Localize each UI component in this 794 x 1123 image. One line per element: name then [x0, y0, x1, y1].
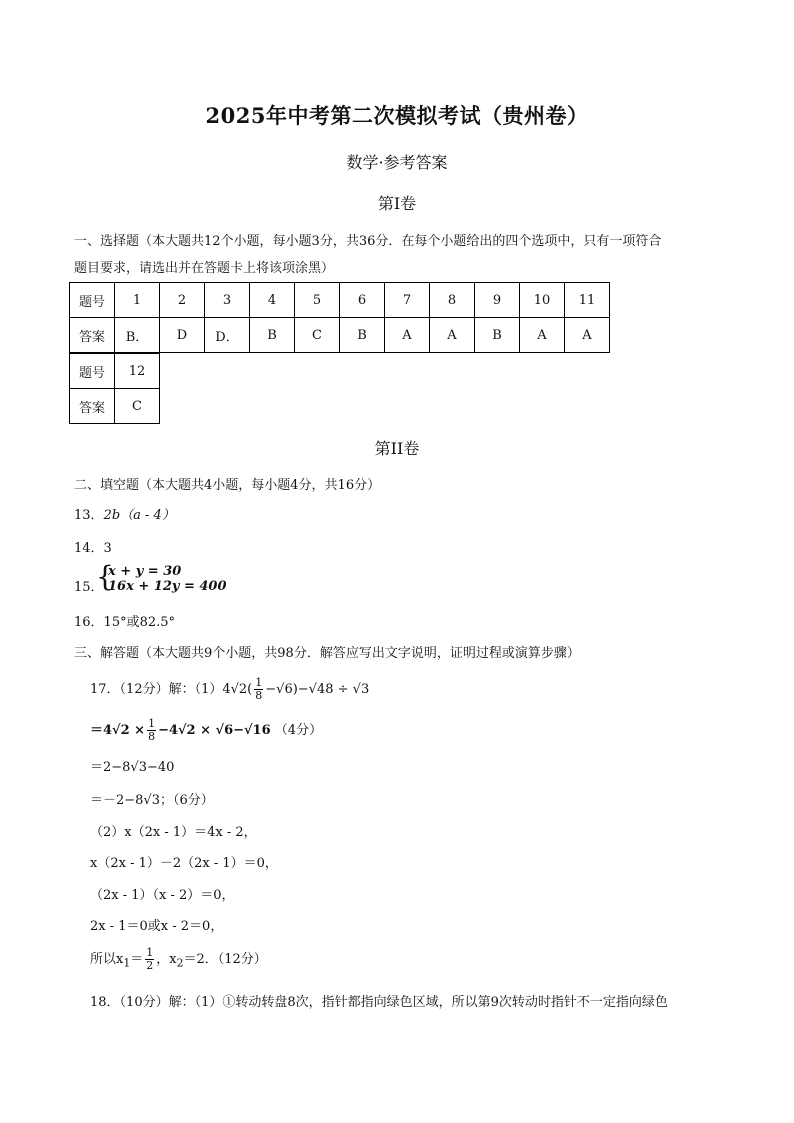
table-cell: 6	[340, 283, 385, 318]
q15-number: 15．	[74, 580, 104, 595]
q17-line4: ＝－2−8√3；（6分）	[90, 793, 214, 808]
table-cell: D	[160, 318, 205, 353]
equals-sign: ＝	[130, 952, 144, 967]
q17-part2-line5	[90, 947, 267, 972]
q17-part2-line2: x（2x - 1）－2（2x - 1）＝0，	[90, 856, 278, 871]
table-cell: 11	[565, 283, 610, 318]
table-cell: B．	[115, 318, 160, 353]
q17-expr2-a: ＝4√2 ×	[90, 723, 146, 738]
table-cell: 12	[115, 354, 160, 389]
table-label-question: 题号	[70, 283, 115, 318]
section-2-heading: 二、填空题（本大题共4小题，每小题4分，共16分）	[74, 478, 381, 493]
table-cell: B	[340, 318, 385, 353]
table-row-answers	[70, 389, 160, 424]
volume-1-heading: 第Ⅰ卷	[377, 194, 417, 213]
q17-score-1: （4分）	[274, 723, 323, 738]
table-cell: 8	[430, 283, 475, 318]
volume-2-heading: 第II卷	[374, 439, 420, 458]
table-cell: B	[250, 318, 295, 353]
table-cell: 10	[520, 283, 565, 318]
answer-table	[69, 282, 610, 353]
table-label-answer: 答案	[70, 389, 115, 424]
page-subtitle: 数学·参考答案	[346, 153, 448, 172]
q17-line2	[90, 718, 322, 743]
table-cell: 4	[250, 283, 295, 318]
table-label-question: 题号	[70, 354, 115, 389]
table-cell: C	[115, 389, 160, 424]
table-cell: A	[520, 318, 565, 353]
table-cell: B	[475, 318, 520, 353]
q17-expr1-b: −√6)−√48 ÷ √3	[265, 682, 370, 697]
table-label-answer: 答案	[70, 318, 115, 353]
q15-equation-1: x + y = 30	[108, 564, 182, 579]
section-1-heading-line2: 题目要求，请选出并在答题卡上将该项涂黑）	[74, 261, 335, 276]
fraction-1-2: $\frac{1}{2}$	[146, 946, 154, 972]
table-cell: C	[295, 318, 340, 353]
q16-answer: 16．15°或82.5°	[74, 615, 176, 630]
section-1-heading-line1: 一、选择题（本大题共12个小题，每小题3分，共36分．在每个小题给出的四个选项中，只有一项符合	[74, 234, 662, 249]
table-cell: 3	[205, 283, 250, 318]
table-cell: 2	[160, 283, 205, 318]
q17-line1	[90, 677, 369, 702]
q15-equation-2: 16x + 12y = 400	[108, 579, 227, 594]
q17-solution-prefix: 所以x	[90, 952, 124, 967]
table-cell: 5	[295, 283, 340, 318]
table-cell: 9	[475, 283, 520, 318]
q17-part2-line4: 2x - 1＝0或x - 2＝0，	[90, 919, 224, 934]
table-row-questions	[70, 283, 610, 318]
q17-line3: ＝2−8√3−40	[90, 760, 175, 775]
table-cell: D．	[205, 318, 250, 353]
q18-line1: 18．（10分）解：（1）①转动转盘8次，指针都指向绿色区域，所以第9次转动时指针不一定指向绿色	[90, 995, 668, 1010]
q17-solution-mid: ，x	[156, 952, 177, 967]
table-row-answers	[70, 318, 610, 353]
q14-answer: 14．3	[74, 541, 112, 556]
answer-table-2	[69, 353, 160, 424]
table-cell: A	[385, 318, 430, 353]
table-row-questions	[70, 354, 160, 389]
subscript-2: 2	[176, 956, 184, 970]
table-cell: 1	[115, 283, 160, 318]
fraction-1-8: $\frac{1}{8}$	[148, 717, 156, 743]
q17-heading: 17．（12分）解：（1）	[90, 682, 223, 697]
q13-number: 13．	[74, 508, 104, 523]
table-cell: 7	[385, 283, 430, 318]
section-3-heading: 三、解答题（本大题共9个小题，共98分．解答应写出文字说明，证明过程或演算步骤）	[74, 646, 580, 661]
q17-solution-end: ＝2．（12分）	[183, 952, 267, 967]
subscript-1: 1	[123, 956, 131, 970]
q13-expression: 2b（a - 4）	[103, 508, 175, 523]
q17-expr1-a: 4√2(	[222, 682, 253, 697]
page-title: 2025年中考第二次模拟考试（贵州卷）	[205, 103, 589, 128]
q13-answer	[74, 504, 175, 523]
q15-brace: {	[96, 560, 114, 593]
q17-expr2-b: −4√2 × √6−√16	[158, 723, 271, 738]
table-cell: A	[430, 318, 475, 353]
fraction-1-8: $\frac{1}{8}$	[255, 676, 263, 702]
table-cell: A	[565, 318, 610, 353]
q17-part2-line1: （2）x（2x - 1）＝4x - 2，	[90, 825, 257, 840]
q17-part2-line3: （2x - 1）（x - 2）＝0，	[90, 888, 235, 903]
